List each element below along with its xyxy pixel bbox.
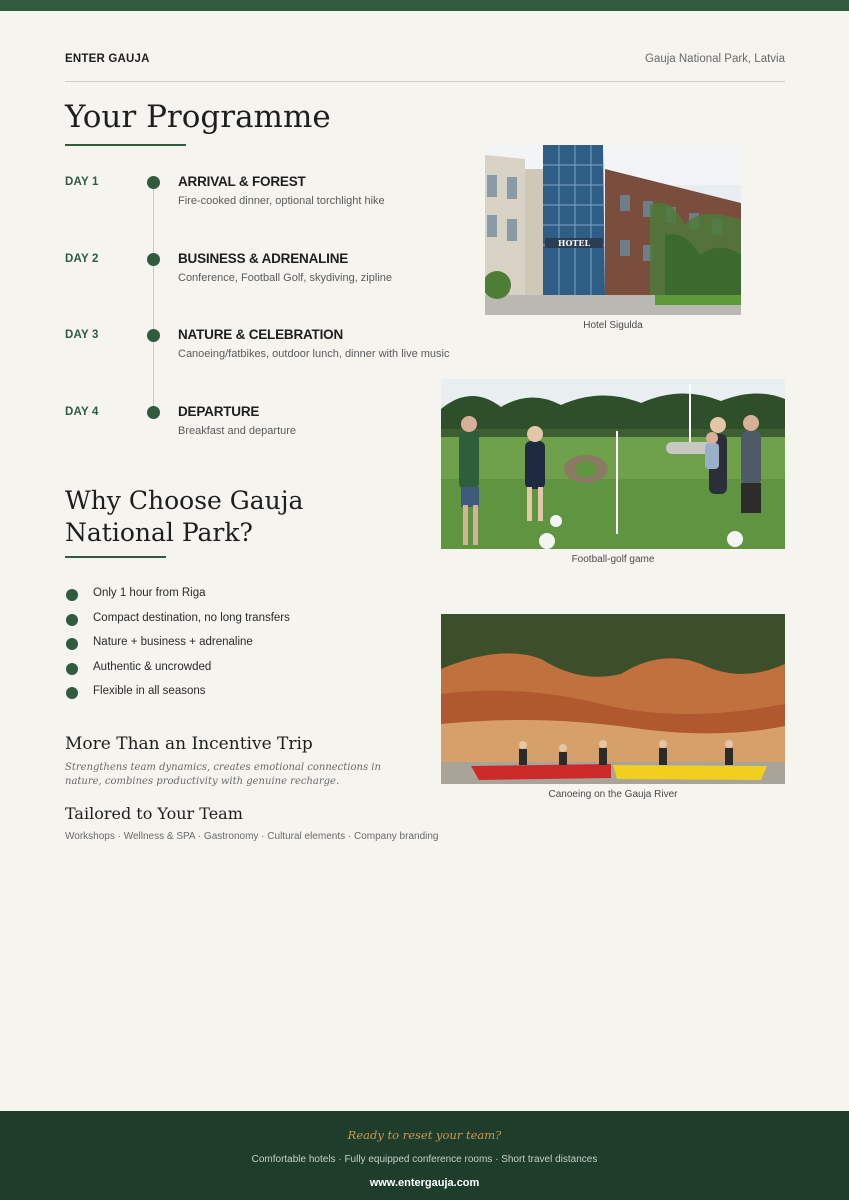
why-choose-title: Why Choose Gauja National Park? <box>65 486 304 547</box>
canoeing-photo <box>441 614 785 784</box>
bullet-text: Authentic & uncrowded <box>93 660 212 673</box>
hotel-caption: Hotel Sigulda <box>583 320 643 331</box>
bullet-icon <box>66 638 78 650</box>
day-title: DEPARTURE <box>178 404 260 419</box>
day-description: Fire-cooked dinner, optional torchlight hike <box>178 195 385 207</box>
day-label: DAY 1 <box>65 176 99 188</box>
day-label: DAY 4 <box>65 406 99 418</box>
top-accent-bar <box>0 0 849 11</box>
timeline-dot <box>147 253 160 266</box>
list-item <box>65 684 425 709</box>
day-label: DAY 2 <box>65 253 99 265</box>
day-description: Conference, Football Golf, skydiving, zipline <box>178 272 392 284</box>
bullet-text: Compact destination, no long transfers <box>93 611 290 624</box>
day-title: NATURE & CELEBRATION <box>178 327 343 342</box>
page-footer <box>0 1111 849 1200</box>
location-label: Gauja National Park, Latvia <box>645 53 785 65</box>
bullet-text: Only 1 hour from Riga <box>93 587 206 599</box>
tailored-title: Tailored to Your Team <box>65 804 243 823</box>
golf-caption: Football-golf game <box>571 554 655 565</box>
bullet-text: Nature + business + adrenaline <box>93 636 253 648</box>
page-header <box>65 52 785 82</box>
incentive-title: More Than an Incentive Trip <box>65 734 313 754</box>
day-description: Canoeing/fatbikes, outdoor lunch, dinner with live music <box>178 348 450 360</box>
football-golf-photo <box>441 379 785 549</box>
canoe-caption: Canoeing on the Gauja River <box>548 789 678 800</box>
hotel-sigulda-photo <box>485 145 741 315</box>
day-title: ARRIVAL & FOREST <box>178 174 306 189</box>
list-item <box>65 660 425 685</box>
why-title-underline <box>65 556 166 558</box>
bullet-icon <box>66 614 78 626</box>
tailored-list: Workshops · Wellness & SPA · Gastronomy · Cultural elements · Company branding <box>65 831 439 842</box>
day-description: Breakfast and departure <box>178 425 297 437</box>
bullet-icon <box>66 687 78 699</box>
brand-name: ENTER GAUJA <box>65 53 150 65</box>
timeline-dot <box>147 329 160 342</box>
programme-title: Your Programme <box>65 99 331 135</box>
benefits-list <box>65 586 425 709</box>
list-item <box>65 586 425 611</box>
footer-cta: Ready to reset your team? <box>347 1128 502 1142</box>
bullet-icon <box>66 663 78 675</box>
incentive-text: Strengthens team dynamics, creates emotional connections in nature, combines productivity with genuine recharge. <box>65 762 381 787</box>
day-label: DAY 3 <box>65 329 99 341</box>
day-item-1 <box>65 175 525 235</box>
day-item-2 <box>65 252 525 312</box>
day-title: BUSINESS & ADRENALINE <box>178 251 349 266</box>
list-item <box>65 635 425 660</box>
timeline-dot <box>147 406 160 419</box>
website-link[interactable]: www.entergauja.com <box>369 1177 480 1189</box>
title-underline <box>65 144 186 146</box>
bullet-text: Flexible in all seasons <box>93 685 206 697</box>
timeline-dot <box>147 176 160 189</box>
footer-features: Comfortable hotels · Fully equipped conference rooms · Short travel distances <box>251 1154 598 1165</box>
hotel-sign: HOTEL <box>557 238 591 248</box>
list-item <box>65 611 425 636</box>
bullet-icon <box>66 589 78 601</box>
